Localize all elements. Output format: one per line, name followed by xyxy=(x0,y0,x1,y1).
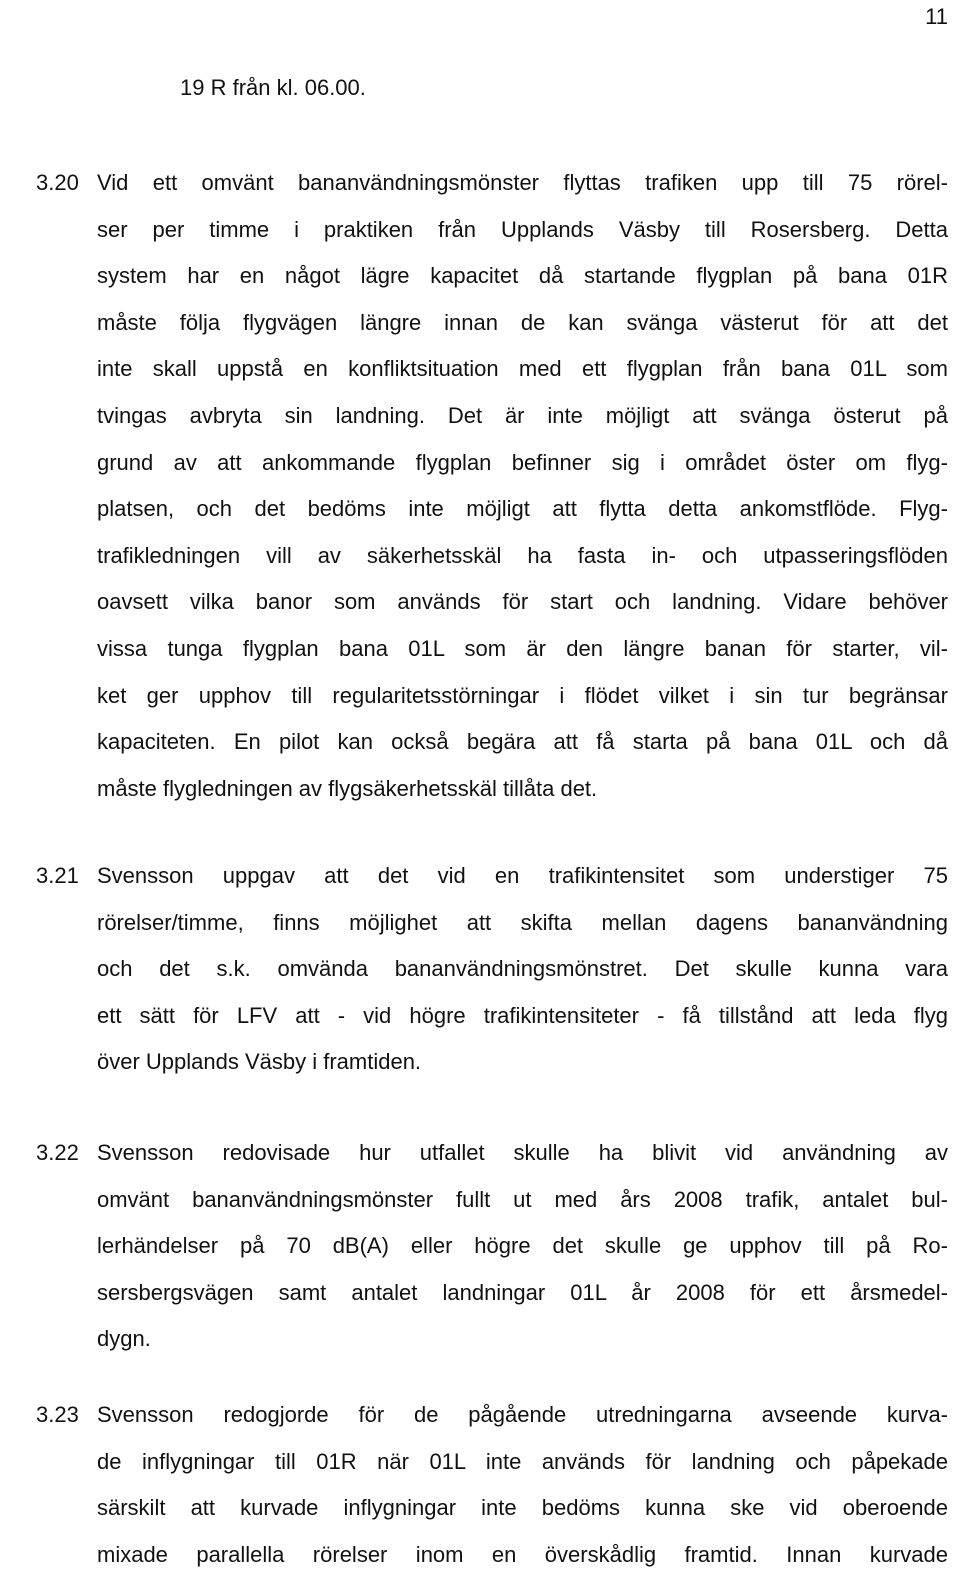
paragraph-number: 3.23 xyxy=(36,1402,79,1427)
text-line: Vid ett omvänt bananvändningsmönster flyttas trafiken upp till 75 rörel- xyxy=(97,170,948,195)
text-line: ser per timme i praktiken från Upplands Väsby till Rosersberg. Detta xyxy=(97,216,948,242)
paragraph-3-22 xyxy=(36,1130,948,1363)
text-line: vissa tunga flygplan bana 01L som är den längre banan för starter, vil- xyxy=(97,635,948,661)
text-line: måste följa flygvägen längre innan de kan svänga västerut för att det xyxy=(97,309,948,335)
text-line: måste flygledningen av flygsäkerhetsskäl tillåta det. xyxy=(97,775,598,801)
text-line: platsen, och det bedöms inte möjligt att flytta detta ankomstflöde. Flyg- xyxy=(97,496,948,522)
paragraph-text xyxy=(97,1392,948,1578)
text-line: rörelser/timme, finns möjlighet att skifta mellan dagens bananvändning xyxy=(97,909,948,935)
text-line: grund av att ankommande flygplan befinner sig i området öster om flyg- xyxy=(97,449,948,475)
text-line: de inflygningar till 01R när 01L inte används för landning och påpekade xyxy=(97,1448,948,1474)
paragraph-3-20 xyxy=(36,160,948,812)
text-line: sersbergsvägen samt antalet landningar 01L år 2008 för ett årsmedel- xyxy=(97,1279,948,1305)
text-line: särskilt att kurvade inflygningar inte bedöms kunna ske vid oberoende xyxy=(97,1495,948,1521)
text-line: dygn. xyxy=(97,1326,151,1352)
text-line: oavsett vilka banor som används för start och landning. Vidare behöver xyxy=(97,589,948,615)
intro-line: 19 R från kl. 06.00. xyxy=(180,75,366,100)
text-line: kapaciteten. En pilot kan också begära att få starta på bana 01L och då xyxy=(97,729,948,755)
text-line: inte skall uppstå en konfliktsituation med ett flygplan från bana 01L som xyxy=(97,356,948,382)
text-line: tvingas avbryta sin landning. Det är inte möjligt att svänga österut på xyxy=(97,402,948,428)
paragraph-3-21 xyxy=(36,853,948,1086)
paragraph-text xyxy=(97,160,948,812)
text-line: mixade parallella rörelser inom en överskådlig framtid. Innan kurvade xyxy=(97,1541,948,1567)
text-line: ett sätt för LFV att - vid högre trafikintensiteter - få tillstånd att leda flyg xyxy=(97,1002,948,1028)
page-number: 11 xyxy=(925,4,948,29)
text-line: trafikledningen vill av säkerhetsskäl ha fasta in- och utpasseringsflöden xyxy=(97,542,948,568)
text-line: och det s.k. omvända bananvändningsmönstret. Det skulle kunna vara xyxy=(97,956,948,982)
text-line: över Upplands Väsby i framtiden. xyxy=(97,1049,422,1075)
paragraph-text xyxy=(97,853,948,1086)
text-line: lerhändelser på 70 dB(A) eller högre det skulle ge upphov till på Ro- xyxy=(97,1233,948,1259)
text-line: Svensson uppgav att det vid en trafikintensitet som understiger 75 xyxy=(97,863,948,888)
text-line: ket ger upphov till regularitetsstörningar i flödet vilket i sin tur begränsar xyxy=(97,682,948,708)
paragraph-number: 3.21 xyxy=(36,863,79,888)
paragraph-text xyxy=(97,1130,948,1363)
paragraph-number: 3.22 xyxy=(36,1140,79,1165)
text-line: Svensson redovisade hur utfallet skulle ha blivit vid användning av xyxy=(97,1140,948,1165)
paragraph-3-23 xyxy=(36,1392,948,1578)
text-line: omvänt bananvändningsmönster fullt ut med års 2008 trafik, antalet bul- xyxy=(97,1186,948,1212)
paragraph-number: 3.20 xyxy=(36,170,79,195)
text-line: Svensson redogjorde för de pågående utredningarna avseende kurva- xyxy=(97,1402,948,1427)
text-line: system har en något lägre kapacitet då startande flygplan på bana 01R xyxy=(97,263,948,289)
